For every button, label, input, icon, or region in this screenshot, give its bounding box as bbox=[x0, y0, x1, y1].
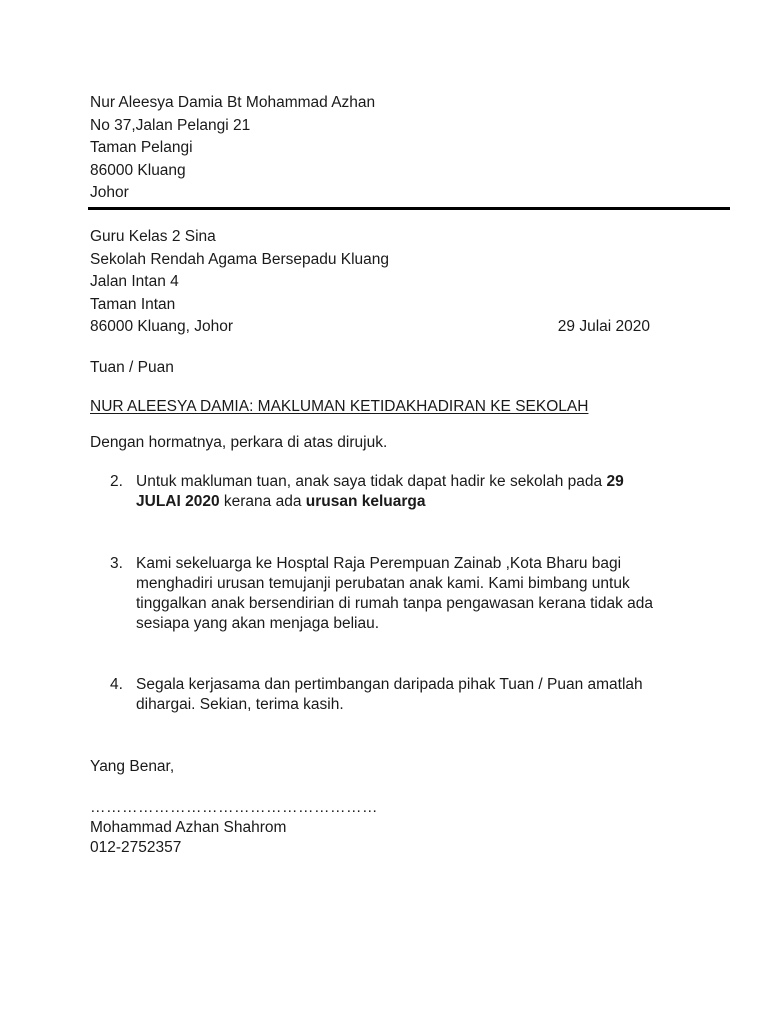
paragraph-number: 4. bbox=[110, 676, 123, 693]
absence-date: 29 JULAI 2020 bbox=[136, 473, 624, 510]
paragraph-3 bbox=[110, 554, 670, 634]
sender-address bbox=[90, 92, 375, 205]
salutation: Tuan / Puan bbox=[90, 359, 174, 376]
paragraph-text: Segala kerjasama dan pertimbangan daripada pihak Tuan / Puan amatlah dihargai. Sekian, terima kasih. bbox=[136, 676, 643, 713]
subject-line: NUR ALEESYA DAMIA: MAKLUMAN KETIDAKHADIRAN KE SEKOLAH bbox=[90, 398, 589, 415]
sender-name: Nur Aleesya Damia Bt Mohammad Azhan bbox=[90, 94, 376, 111]
closing: Yang Benar, bbox=[90, 758, 175, 775]
letter-date: 29 Julai 2020 bbox=[557, 318, 650, 335]
header-divider bbox=[88, 207, 730, 210]
paragraph-text: Kami sekeluarga ke Hosptal Raja Perempuan Zainab ,Kota Bharu bagi menghadiri urusan temujanji perubatan anak kami. Kami bimbang untuk tinggalkan anak bersendirian di rumah tanpa pengawasan kerana tidak ada sesiapa yang akan menjaga beliau. bbox=[136, 555, 654, 632]
absence-reason: urusan keluarga bbox=[305, 493, 426, 510]
paragraph-2 bbox=[110, 472, 670, 512]
sender-address-line-2: Taman Pelangi bbox=[90, 139, 193, 156]
recipient-line-1: Guru Kelas 2 Sina bbox=[90, 228, 216, 245]
paragraph-text bbox=[136, 472, 670, 512]
signature-line: ……………………………………………… bbox=[90, 799, 378, 816]
paragraph-number: 3. bbox=[110, 555, 123, 572]
recipient-line-5: 86000 Kluang, Johor bbox=[90, 318, 234, 335]
signer-phone: 012-2752357 bbox=[90, 839, 182, 856]
recipient-line-3: Jalan Intan 4 bbox=[90, 273, 179, 290]
intro-text: Dengan hormatnya, perkara di atas dirujuk. bbox=[90, 434, 388, 451]
recipient-address bbox=[90, 226, 650, 339]
paragraph-text-part: Untuk makluman tuan, anak saya tidak dapat hadir ke sekolah pada bbox=[136, 473, 607, 490]
paragraph-4 bbox=[110, 675, 670, 715]
paragraph-text-part: kerana ada bbox=[219, 493, 306, 510]
recipient-line-4: Taman Intan bbox=[90, 295, 176, 313]
sender-address-line-4: Johor bbox=[90, 184, 129, 201]
signer-name: Mohammad Azhan Shahrom bbox=[90, 819, 287, 836]
sender-address-line-3: 86000 Kluang bbox=[90, 161, 186, 179]
sender-address-line-1: No 37,Jalan Pelangi 21 bbox=[90, 116, 251, 134]
recipient-line-5-row bbox=[90, 316, 650, 339]
recipient-line-2: Sekolah Rendah Agama Bersepadu Kluang bbox=[90, 250, 390, 268]
paragraph-number: 2. bbox=[110, 473, 123, 490]
